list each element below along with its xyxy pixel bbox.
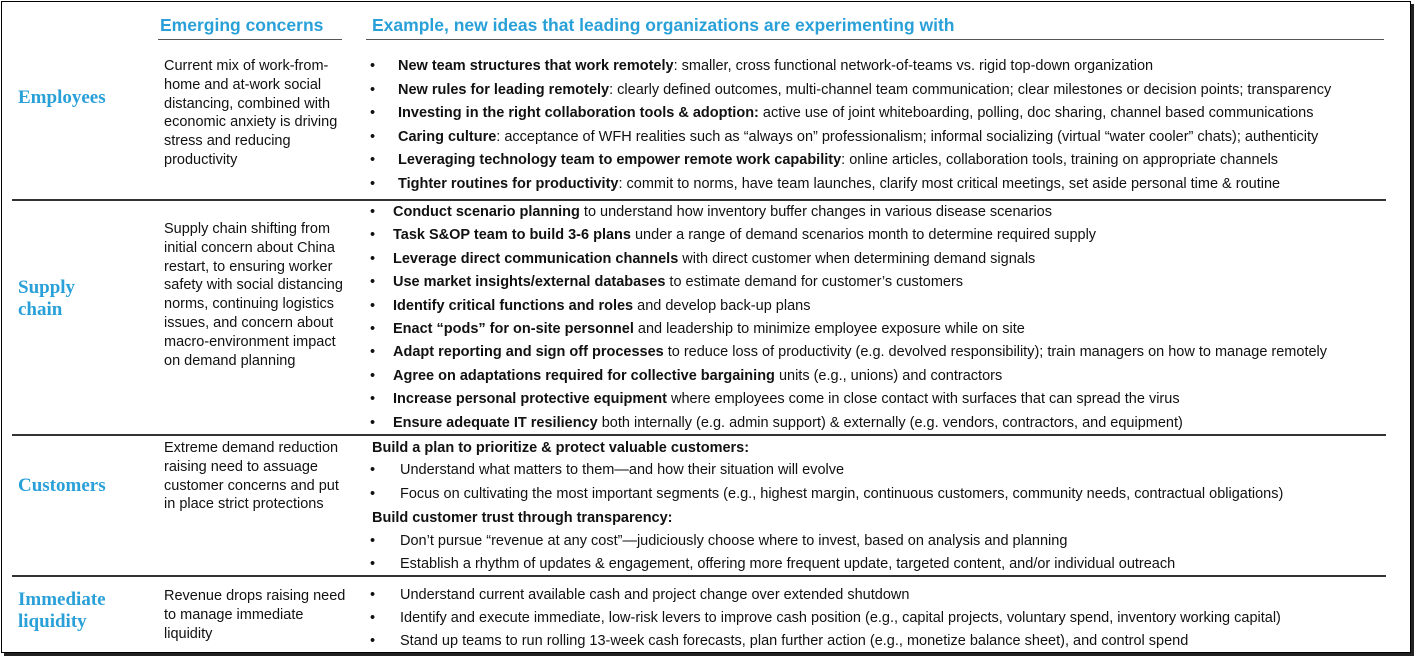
bullet-icon: • [370,227,376,244]
list-item-text [393,203,1052,221]
list-item-text [393,390,1180,408]
list-item-text [393,414,1183,432]
category-immediate-liquidity [18,589,106,633]
list-item-text [393,250,1035,268]
list-item-text: Understand current available cash and project change over extended shutdown [400,587,910,603]
list-item-rest: : clearly defined outcomes, multi-channel team communication; clear milestones or decision points; transparency [609,81,1332,98]
list-item-rest: and develop back-up plans [633,297,811,314]
list-item-rest: and leadership to minimize employee exposure while on site [633,321,1025,337]
separator-employees-supply [12,199,1386,201]
list-item-text [398,151,1278,169]
list-item-bold: Use market insights/external databases [393,274,666,291]
list-item-rest: to understand how inventory buffer changes in various disease scenarios [579,204,1052,220]
list-item-rest: to estimate demand for customer’s customers [665,274,964,291]
bullet-icon: • [370,175,376,192]
bullet-icon: • [370,274,376,291]
list-item-text [393,297,810,315]
header-ideas-rule [366,39,1384,40]
list-item-rest: : smaller, cross functional network-of-teams vs. rigid top-down organization [673,58,1154,74]
list-item-text [398,128,1318,146]
bullet-icon: • [370,633,376,649]
list-item-text [393,226,1096,244]
list-item-rest: units (e.g., unions) and contractors [774,367,1003,384]
list-item-bold: Task S&OP team to build 3-6 plans [393,227,631,244]
list-item-text [393,320,1025,338]
list-item-rest: where employees come in close contact with surfaces that can spread the virus [666,391,1180,408]
concern-supply-chain: Supply chain shifting from initial concern about China restart, to ensuring worker safety with social distancing norms, continuing logistics issues, and concern about macro-environment impact on demand planning [164,221,343,369]
list-item-bold: New rules for leading remotely [398,81,610,98]
list-item-text [393,273,963,291]
list-item-rest: : acceptance of WFH realities such as “always on” professionalism; informal socializing (virtual “water cooler” chats); authenticity [496,128,1319,145]
bullet-icon: • [370,81,376,98]
customers-heading-2: Build customer trust through transparency: [372,510,673,526]
concern-immediate-liquidity: Revenue drops raising need to manage immediate liquidity [164,588,346,642]
list-item-rest: to reduce loss of productivity (e.g. devolved responsibility); train managers on how to manage remotely [663,344,1328,361]
list-item-rest: active use of joint whiteboarding, polling, doc sharing, channel based communications [758,105,1314,121]
bullet-icon: • [370,105,376,121]
list-item-bold: Leverage direct communication channels [393,250,679,267]
list-item-bold: Enact “pods” for on-site personnel [393,321,634,337]
customers-heading-1: Build a plan to prioritize & protect valuable customers: [372,440,750,456]
bullet-icon: • [370,204,376,220]
bullet-icon: • [370,250,376,267]
list-item-rest: under a range of demand scenarios month to determine required supply [630,227,1097,244]
bullet-icon: • [370,58,376,74]
list-item-text: Focus on cultivating the most important segments (e.g., highest margin, continuous customers, community needs, contractual obligations) [400,485,1284,502]
list-item-bold: Agree on adaptations required for collective bargaining [393,367,775,384]
category-customers: Customers [18,475,106,496]
bullet-icon: • [370,485,376,502]
bullet-icon: • [370,414,376,431]
bullet-icon: • [370,462,376,478]
list-item-text [398,81,1331,99]
list-item-bold: Investing in the right collaboration tools & adoption: [398,105,759,121]
list-item-text [398,175,1280,193]
list-item-bold: Increase personal protective equipment [393,391,667,408]
header-concerns-rule [158,39,342,40]
list-item-text [393,367,1002,385]
bullet-icon: • [370,367,376,384]
list-item-bold: New team structures that work remotely [398,58,674,74]
header-concerns: Emerging concerns [160,15,324,35]
category-liquidity-line1: Immediate [18,589,106,610]
list-item-bold: Caring culture [398,128,497,145]
list-item-text [398,104,1313,122]
bullet-icon: • [370,533,376,549]
list-item-bold: Leveraging technology team to empower remote work capability [398,152,842,168]
category-supply-line2: chain [18,299,63,320]
category-supply-line1: Supply [18,277,76,298]
list-item-bold: Conduct scenario planning [393,204,580,220]
separator-customers-liquidity [12,575,1386,577]
list-item-bold: Identify critical functions and roles [393,297,634,314]
concern-employees: Current mix of work-from-home and at-work social distancing, combined with economic anxiety is driving stress and reducing productivity [164,58,338,168]
list-item-text [393,343,1327,361]
list-item-text: Stand up teams to run rolling 13-week cash forecasts, plan further action (e.g., monetize balance sheet), and control spend [400,633,1189,649]
list-item-text: Understand what matters to them—and how their situation will evolve [400,462,845,478]
list-item-rest: : online articles, collaboration tools, training on appropriate channels [841,152,1279,168]
bullet-icon: • [370,321,376,337]
list-item-text: Establish a rhythm of updates & engagement, offering more frequent update, targeted content, and/or individual outreach [400,556,1176,572]
list-item-rest: both internally (e.g. admin support) & externally (e.g. vendors, contractors, and equipment) [597,414,1183,431]
category-supply-chain [18,277,75,321]
category-liquidity-line2: liquidity [18,611,87,632]
bullet-icon: • [370,344,376,361]
list-item-rest: with direct customer when determining demand signals [678,250,1036,267]
list-item-bold: Tighter routines for productivity [398,175,619,192]
list-item-text: Don’t pursue “revenue at any cost”—judiciously choose where to invest, based on analysis and planning [400,533,1068,549]
bullet-icon: • [370,556,376,572]
bullet-icon: • [370,297,376,314]
bullet-icon: • [370,128,376,145]
bullet-icon: • [370,152,376,168]
bullet-icon: • [370,587,376,603]
list-item-bold: Ensure adequate IT resiliency [393,414,598,431]
list-item-rest: : commit to norms, have team launches, clarify most critical meetings, set aside personal time & routine [618,175,1281,192]
bullet-icon: • [370,610,376,626]
list-item-text: Identify and execute immediate, low-risk levers to improve cash position (e.g., capital projects, voluntary spend, inventory working capital) [400,610,1281,626]
concern-customers: Extreme demand reduction raising need to assuage customer concerns and put in place strict protections [164,440,339,513]
header-ideas: Example, new ideas that leading organizations are experimenting with [372,15,955,35]
list-item-text [398,57,1153,75]
bullet-icon: • [370,391,376,408]
list-item-bold: Adapt reporting and sign off processes [393,344,664,361]
category-employees: Employees [18,87,106,108]
separator-supply-customers [12,434,1386,436]
